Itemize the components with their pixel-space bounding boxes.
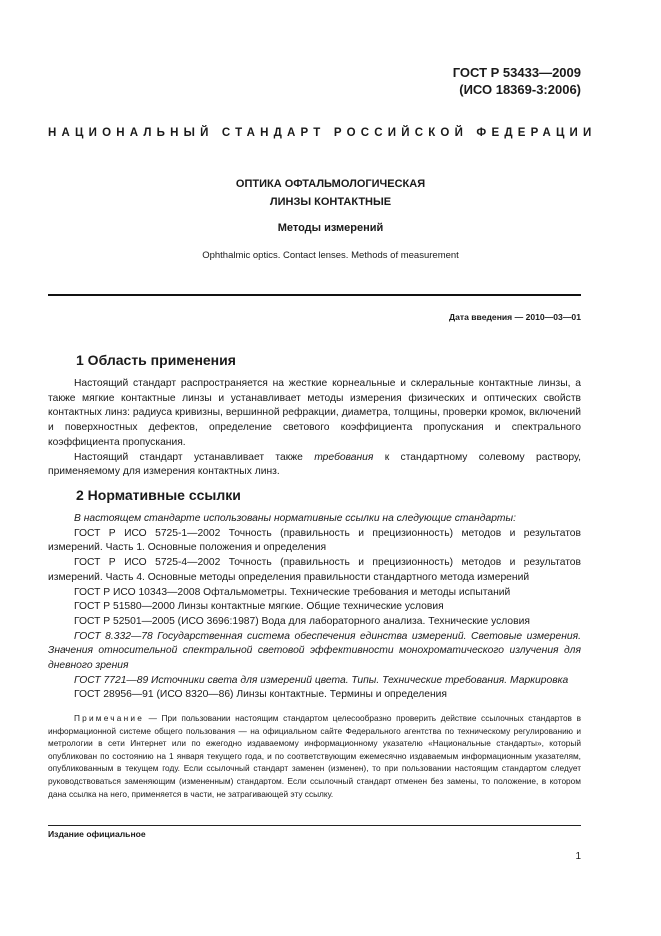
reference-item: ГОСТ Р ИСО 5725-4—2002 Точность (правильность и прецизионность) методов и результатов измерений. Часть 4. Основные методы определения правильности стандартного метода измерений [48,557,581,583]
reference-item: ГОСТ Р 52501—2005 (ИСО 3696:1987) Вода для лабораторного анализа. Технические условия [74,615,530,627]
section-1-paragraph: Настоящий стандарт распространяется на жесткие корнеальные и склеральные контактные линзы, а также мягкие контактные линзы и устанавливает методы измерения физических и оптических свойств контактных линз: радиуса кривизны, вершинной рефракции, диаметра, толщины, проверки кромок, включений и поверхностных дефектов, определение светового коэффициента пропускания и спектрального коэффициента пропускания. [48,378,581,448]
standard-designation [453,64,581,98]
title-line-1: ОПТИКА ОФТАЛЬМОЛОГИЧЕСКАЯ [235,178,426,190]
title-line-2: ЛИНЗЫ КОНТАКТНЫЕ [269,196,392,208]
normative-references [48,512,581,703]
page-number: 1 [575,851,581,862]
note-text: — При пользовании настоящим стандартом целесообразно проверить действие ссылочных стандартов в информационной системе общего пользования — на официальном сайте Федерального агентства по техническому регулированию и метрологии в сети Интернет или по ежегодно издаваемому информационному указателю «Национальные стандарты», который опубликован по состоянию на 1 января текущего года, и по соответствующим ежемесячно издаваемым информационным указателям, опубликованным в текущем году. Если ссылочный стандарт заменен (изменен), то при пользовании настоящим стандартом следует руководствоваться заменяющим (измененным) стандартом. Если ссылочный стандарт отменен без замены, то положение, в котором дана ссылка на него, применяется в части, не затрагивающей эту ссылку. [48,713,581,799]
note-label: Примечание [74,713,145,723]
standard-number: ГОСТ Р 53433—2009 [452,65,581,80]
title-divider [48,294,581,296]
official-edition: Издание официальное [48,829,146,839]
reference-item-obsolete: ГОСТ 7721—89 Источники света для измерений цвета. Типы. Технические требования. Маркировка [74,674,569,686]
section-1-heading: 1 Область применения [76,352,236,368]
section-2-heading: 2 Нормативные ссылки [76,487,241,503]
reference-item: ГОСТ Р ИСО 10343—2008 Офтальмометры. Технические требования и методы испытаний [74,586,511,598]
iso-number: (ИСО 18369-3:2006) [459,82,581,97]
national-standard-banner: НАЦИОНАЛЬНЫЙ СТАНДАРТ РОССИЙСКОЙ ФЕДЕРАЦИИ [48,127,597,139]
introduction-date: Дата введения — 2010—03—01 [448,312,581,322]
note-block [48,712,581,800]
reference-item: ГОСТ 28956—91 (ИСО 8320—86) Линзы контактные. Термины и определения [74,689,447,701]
english-title: Ophthalmic optics. Contact lenses. Methods of measurement [202,250,459,261]
footer-divider [48,825,581,826]
reference-item: ГОСТ Р 51580—2000 Линзы контактные мягкие. Общие технические условия [74,601,444,613]
title-line-3: Методы измерений [277,222,384,234]
section-1-paragraph-2: Настоящий стандарт устанавливает также требования к стандартному солевому раствору, применяемому для измерения контактных линз. [48,451,582,478]
reference-item: ГОСТ Р ИСО 5725-1—2002 Точность (правильность и прецизионность) методов и результатов измерений. Часть 1. Основные положения и определения [48,527,581,554]
reference-item-obsolete: ГОСТ 8.332—78 Государственная система обеспечения единства измерений. Световые измерения. Значения относительной спектральной световой эффективности монохроматического излучения для дневного зрения [48,630,581,672]
section-1-body [48,377,581,480]
references-intro: В настоящем стандарте использованы нормативные ссылки на следующие стандарты: [74,513,516,524]
